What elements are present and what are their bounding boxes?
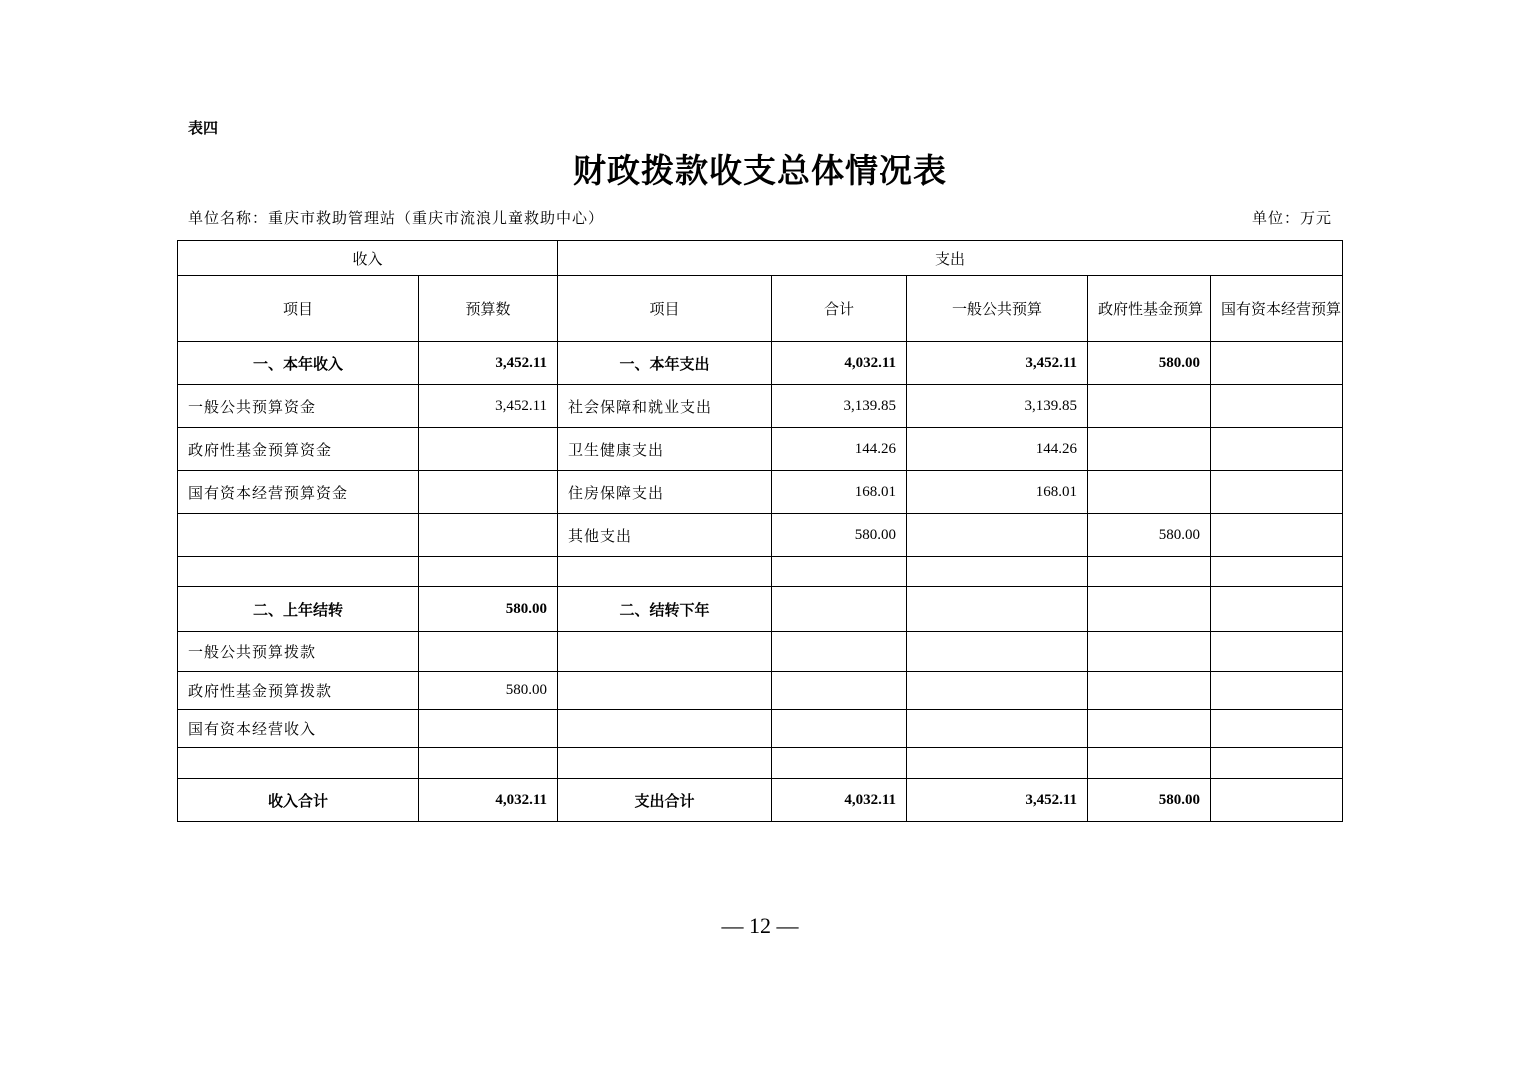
expense-general: [907, 748, 1088, 779]
income-budget: 3,452.11: [419, 385, 558, 428]
expense-total: 580.00: [772, 514, 907, 557]
income-total-value: 4,032.11: [419, 779, 558, 822]
meta-line: [188, 207, 1332, 228]
expense-capital: [1211, 672, 1343, 710]
expense-fund: [1088, 428, 1211, 471]
total-header: 合计: [772, 276, 907, 342]
income-budget: [419, 632, 558, 672]
expense-fund: [1088, 748, 1211, 779]
expense-total-value: 4,032.11: [772, 779, 907, 822]
expense-total: [772, 748, 907, 779]
expense-capital: [1211, 385, 1343, 428]
expense-fund: [1088, 385, 1211, 428]
income-budget: [419, 471, 558, 514]
expense-item: 社会保障和就业支出: [558, 385, 772, 428]
table-row: [178, 471, 1343, 514]
income-item-header: 项目: [178, 276, 419, 342]
expense-capital: [1211, 748, 1343, 779]
expense-capital: [1211, 557, 1343, 587]
expense-item: 二、结转下年: [558, 587, 772, 632]
expense-total-label: 支出合计: [558, 779, 772, 822]
expense-general-total: 3,452.11: [907, 779, 1088, 822]
expense-fund: [1088, 557, 1211, 587]
expense-general: [907, 557, 1088, 587]
expense-item: [558, 632, 772, 672]
expense-item: 住房保障支出: [558, 471, 772, 514]
income-header: 收入: [178, 241, 558, 276]
expense-general: 3,452.11: [907, 342, 1088, 385]
header-row-2: [178, 276, 1343, 342]
expense-item: 一、本年支出: [558, 342, 772, 385]
expense-header: 支出: [558, 241, 1343, 276]
expense-general: [907, 632, 1088, 672]
expense-total: [772, 557, 907, 587]
income-item: 国有资本经营收入: [178, 710, 419, 748]
expense-capital: [1211, 471, 1343, 514]
expense-fund: [1088, 672, 1211, 710]
table-row: [178, 557, 1343, 587]
expense-total: [772, 710, 907, 748]
table-row: [178, 748, 1343, 779]
income-item: 一般公共预算资金: [178, 385, 419, 428]
expense-general: [907, 672, 1088, 710]
income-budget: 580.00: [419, 587, 558, 632]
expense-general: [907, 514, 1088, 557]
table-row: [178, 385, 1343, 428]
expense-general: [907, 710, 1088, 748]
expense-total: 4,032.11: [772, 342, 907, 385]
income-budget: 580.00: [419, 672, 558, 710]
header-row-1: [178, 241, 1343, 276]
expense-total: [772, 672, 907, 710]
expense-item: [558, 557, 772, 587]
income-budget: [419, 428, 558, 471]
income-item: 国有资本经营预算资金: [178, 471, 419, 514]
totals-row: [178, 779, 1343, 822]
expense-fund: 580.00: [1088, 342, 1211, 385]
expense-fund: [1088, 587, 1211, 632]
expense-capital: [1211, 428, 1343, 471]
expense-total: 168.01: [772, 471, 907, 514]
income-budget: [419, 748, 558, 779]
finance-table: [177, 240, 1343, 822]
expense-fund: [1088, 632, 1211, 672]
expense-total: [772, 587, 907, 632]
table-row: [178, 710, 1343, 748]
expense-capital-total: [1211, 779, 1343, 822]
income-item: 二、上年结转: [178, 587, 419, 632]
expense-general: [907, 587, 1088, 632]
expense-capital: [1211, 632, 1343, 672]
expense-total: 3,139.85: [772, 385, 907, 428]
income-item: [178, 557, 419, 587]
expense-capital: [1211, 514, 1343, 557]
expense-fund-total: 580.00: [1088, 779, 1211, 822]
expense-fund: [1088, 471, 1211, 514]
page-number: — 12 —: [721, 913, 799, 938]
table-row: [178, 342, 1343, 385]
expense-capital: [1211, 710, 1343, 748]
unit-label: 单位：万元: [1251, 209, 1332, 227]
page-title: 财政拨款收支总体情况表: [573, 151, 947, 190]
expense-item: [558, 748, 772, 779]
expense-item: [558, 672, 772, 710]
table-label: 表四: [188, 119, 219, 137]
gov-fund-header: 政府性基金预算: [1088, 276, 1211, 342]
state-capital-header: 国有资本经营预算: [1211, 276, 1343, 342]
income-budget: [419, 710, 558, 748]
expense-item-header: 项目: [558, 276, 772, 342]
expense-general: 144.26: [907, 428, 1088, 471]
income-item: 政府性基金预算拨款: [178, 672, 419, 710]
table-row: [178, 587, 1343, 632]
income-item: [178, 514, 419, 557]
income-budget: [419, 557, 558, 587]
general-public-header: 一般公共预算: [907, 276, 1088, 342]
expense-capital: [1211, 587, 1343, 632]
income-item: [178, 748, 419, 779]
income-budget: [419, 514, 558, 557]
expense-item: [558, 710, 772, 748]
table-row: [178, 632, 1343, 672]
expense-item: 卫生健康支出: [558, 428, 772, 471]
unit-name: 单位名称：重庆市救助管理站（重庆市流浪儿童救助中心）: [188, 209, 605, 227]
income-item: 政府性基金预算资金: [178, 428, 419, 471]
expense-general: 3,139.85: [907, 385, 1088, 428]
expense-fund: [1088, 710, 1211, 748]
income-item: 一般公共预算拨款: [178, 632, 419, 672]
budget-header: 预算数: [419, 276, 558, 342]
table-row: [178, 428, 1343, 471]
table-row: [178, 514, 1343, 557]
expense-general: 168.01: [907, 471, 1088, 514]
table-row: [178, 672, 1343, 710]
income-item: 一、本年收入: [178, 342, 419, 385]
expense-fund: 580.00: [1088, 514, 1211, 557]
income-total-label: 收入合计: [178, 779, 419, 822]
expense-total: 144.26: [772, 428, 907, 471]
expense-capital: [1211, 342, 1343, 385]
income-budget: 3,452.11: [419, 342, 558, 385]
expense-total: [772, 632, 907, 672]
expense-item: 其他支出: [558, 514, 772, 557]
